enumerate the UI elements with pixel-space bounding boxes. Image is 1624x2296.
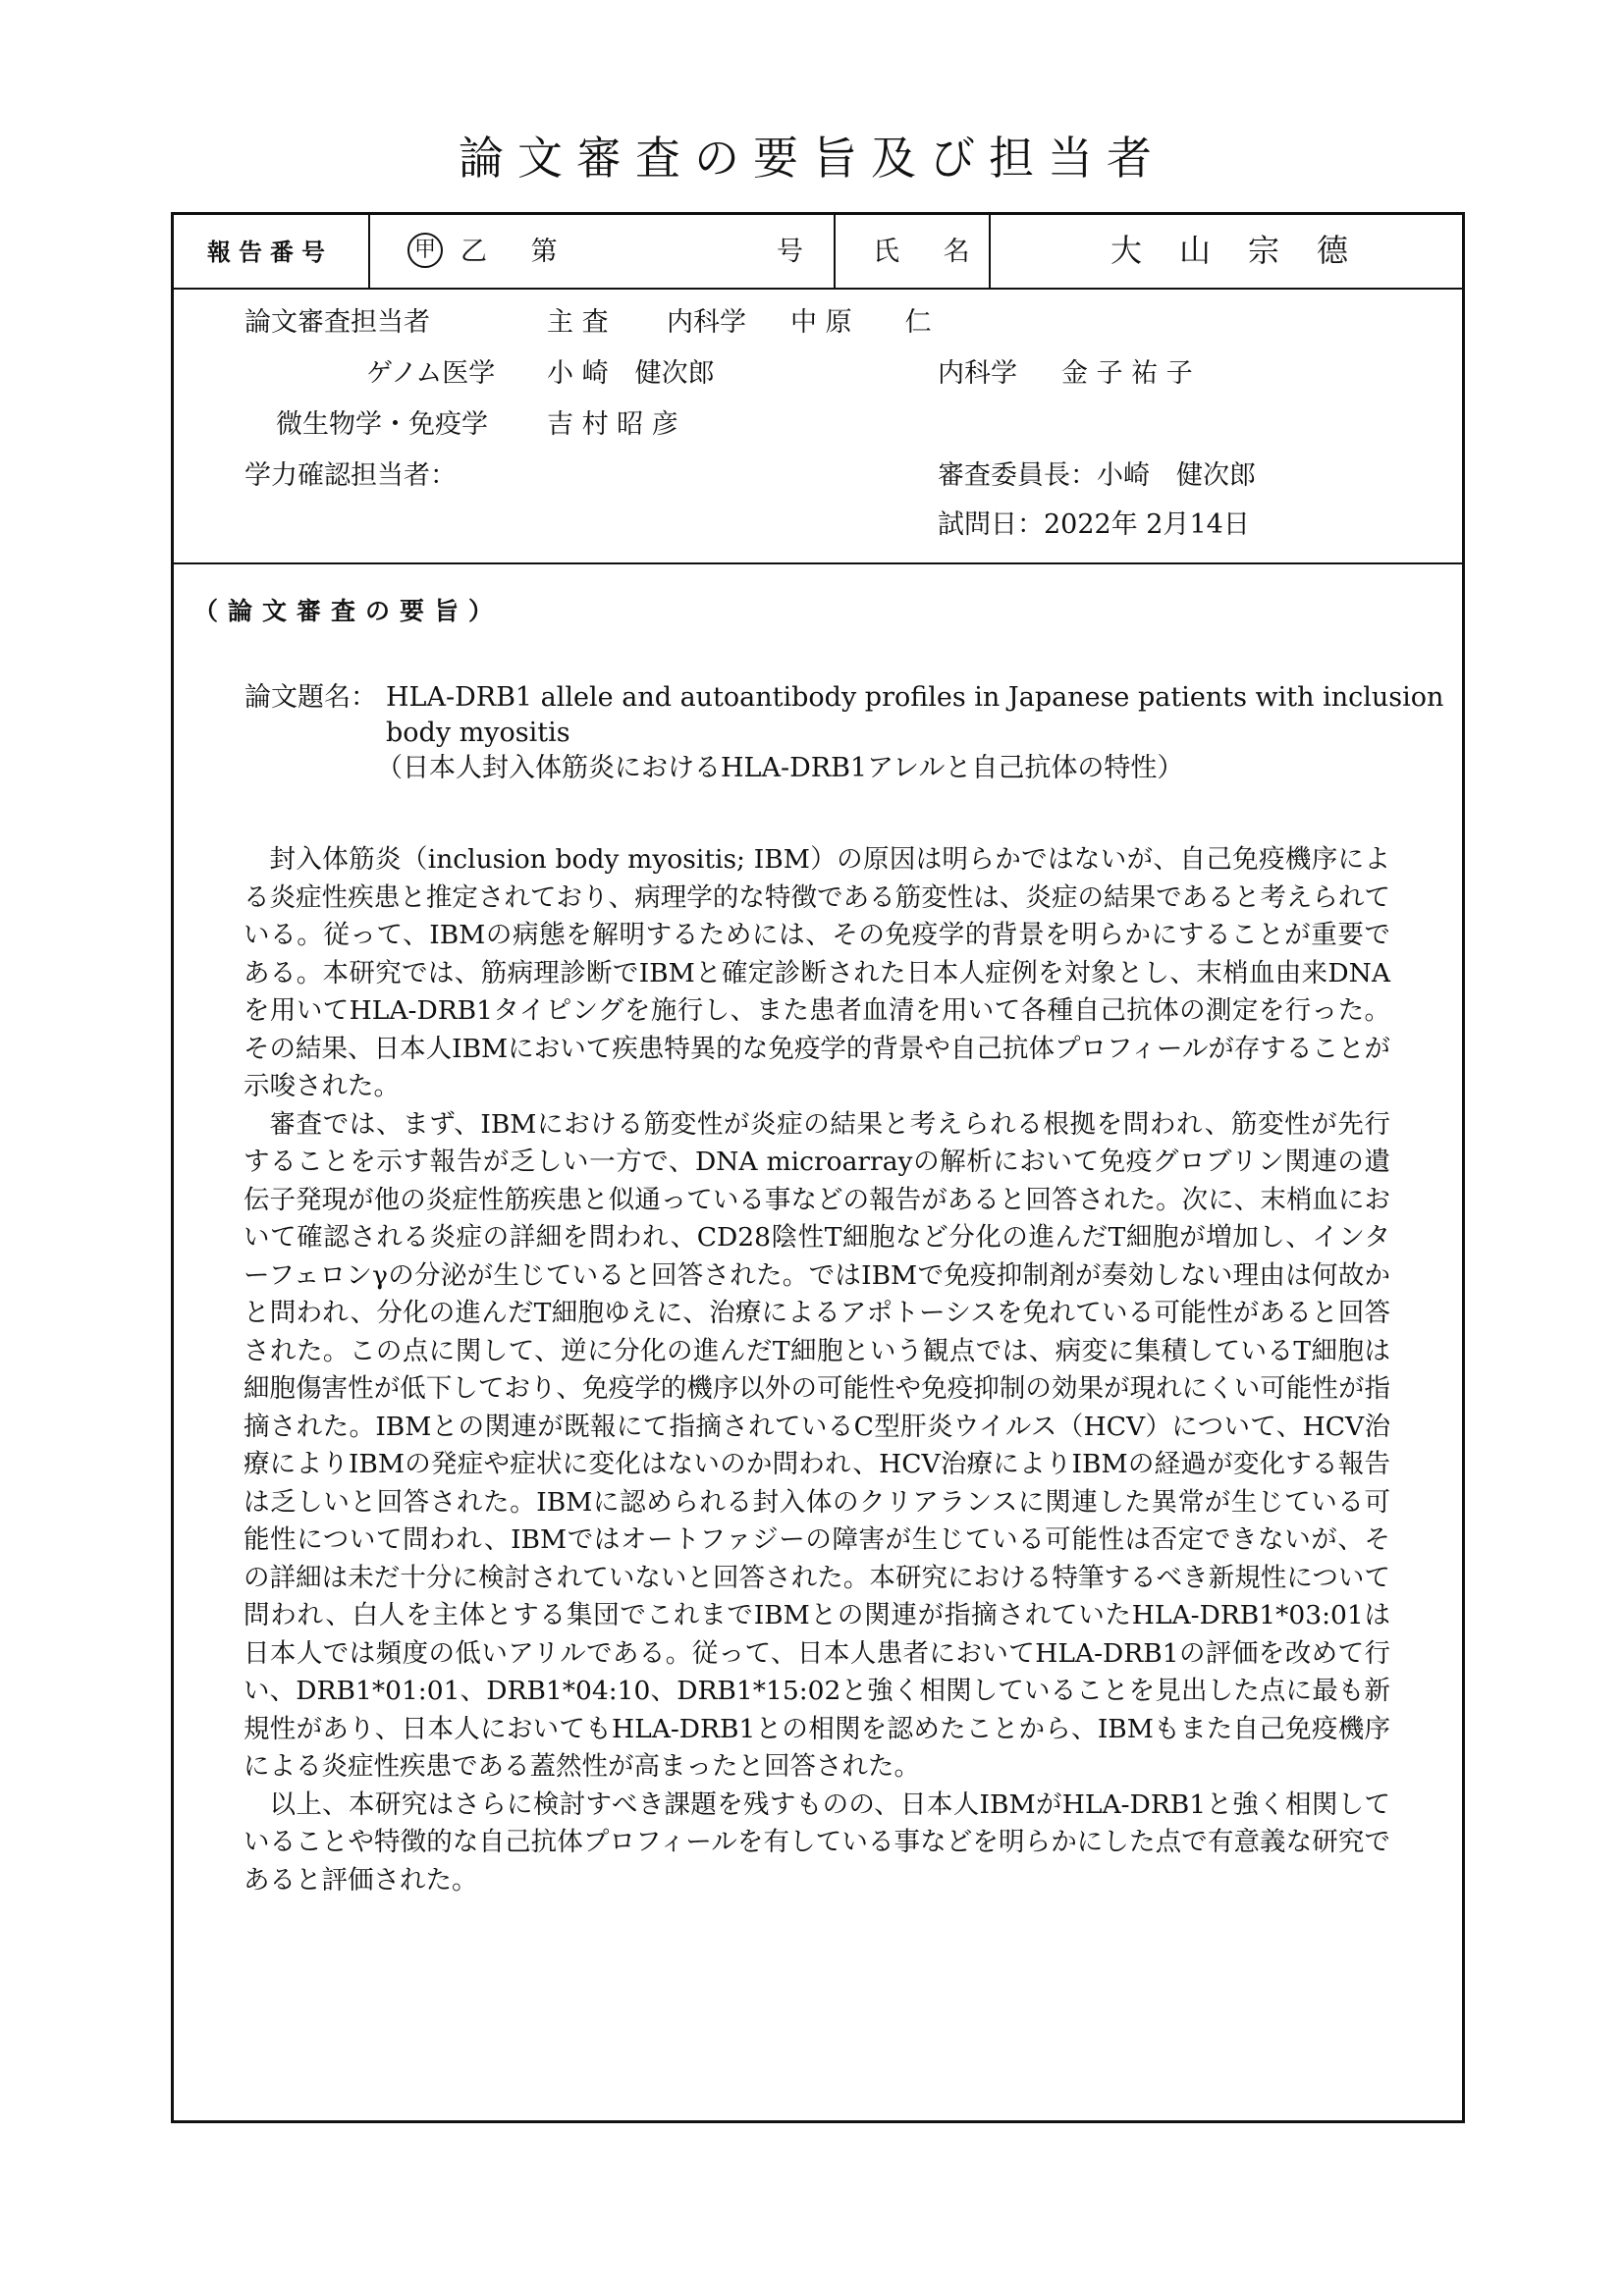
summary-body <box>244 841 1390 1899</box>
kou-circle <box>407 233 443 268</box>
report-number-label: 報告番号 <box>207 239 333 266</box>
reviewers-divider <box>174 562 1462 564</box>
summary-paragraph-3: 以上、本研究はさらに検討すべき課題を残すものの、日本人IBMがHLA-DRB1と強く相関していることや特徴的な自己抗体プロフィールを有している事などを明らかにした点で有意義な研究であると評価された。 <box>244 1789 1390 1896</box>
committee-chair: 審査委員長：小崎 健次郎 <box>938 460 1256 491</box>
summary-paragraph-2: 審査では、まず、IBMにおける筋変性が炎症の結果と考えられる根拠を問われ、筋変性が先行することを示す報告が乏しい一方で、DNA microarrayの解析において免疫グロブリン関連の遺伝子発現が他の炎症性筋疾患と似通っている事などの報告があると回答された。次に、末梢血において確認される炎症の詳細を問われ、CD28陰性T細胞など分化の進んだT細胞が増加し、インターフェロンγの分泌が生じていると回答された。ではIBMで免疫抑制剤が奏効しない理由は何故かと問われ、分化の進んだT細胞ゆえに、治療によるアポトーシスを免れている可能性があると回答された。この点に関して、逆に分化の進んだT細胞という観点では、病変に集積しているT細胞は細胞傷害性が低下しており、免疫学的機序以外の可能性や免疫抑制の効果が現れにくい可能性が指摘された。IBMとの関連が既報にて指摘されているC型肝炎ウイルス（HCV）について、HCV治療によりIBMの発症や症状に変化はないのか問われ、HCV治療によりIBMの経過が変化する報告は乏しいと回答された。IBMに認められる封入体のクリアランスに関連した異常が生じている可能性について問われ、IBMではオートファジーの障害が生じている可能性は否定できないが、その詳細は未だ十分に検討されていないと回答された。本研究における特筆するべき新規性について問われ、白人を主体とする集団でこれまでIBMとの関連が指摘されていたHLA-DRB1*03:01は日本人では頻度の低いアリルである。従って、日本人患者においてHLA-DRB1の評価を改めて行い、DRB1*01:01、DRB1*04:10、DRB1*15:02と強く相関していることを見出した点に最も新規性があり、日本人においてもHLA-DRB1との相関を認めたことから、IBMもまた自己免疫機序による炎症性疾患である蓋然性が高まったと回答された。 <box>244 1108 1390 1782</box>
exam-date: 試問日：2022年 2月14日 <box>938 509 1250 540</box>
paper-title-en-line1: HLA-DRB1 allele and autoantibody profiles in Japanese patients with inclusion <box>386 682 1444 713</box>
reviewer3-dept: 内科学 <box>938 358 1017 389</box>
paper-title-en-line2: body myositis <box>386 718 570 748</box>
reviewer2-dept: ゲノム医学 <box>366 358 496 389</box>
gakuryoku-label: 学力確認担当者： <box>244 460 457 491</box>
summary-heading: （論文審査の要旨） <box>193 597 504 625</box>
kou-mark: 甲 <box>407 233 443 268</box>
reviewers-label: 論文審査担当者 <box>244 307 430 338</box>
reviewer4-name: 吉 村 昭 彦 <box>547 409 678 440</box>
otsu-dai-text: 乙 第 <box>460 237 575 267</box>
gou-text: 号 <box>777 237 803 267</box>
divider <box>368 215 370 288</box>
header-divider <box>174 288 1462 290</box>
divider <box>834 215 836 288</box>
divider <box>989 215 991 288</box>
page-title: 論文審査の要旨及び担当者 <box>459 132 1165 185</box>
summary-paragraph-1: 封入体筋炎（inclusion body myositis; IBM）の原因は明らかではないが、自己免疫機序による炎症性疾患と推定されており、病理学的な特徴である筋変性は、炎症の結果であると考えられている。従って、IBMの病態を解明するためには、その免疫学的背景を明らかにすることが重要である。本研究では、筋病理診断でIBMと確定診断された日本人症例を対象とし、末梢血由来DNAを用いてHLA-DRB1タイピングを施行し、また患者血清を用いて各種自己抗体の測定を行った。その結果、日本人IBMにおいて疾患特異的な免疫学的背景や自己抗体プロフィールが存することが示唆された。 <box>244 844 1390 1101</box>
reviewer4-dept: 微生物学・免疫学 <box>276 409 488 440</box>
reviewer2-name: 小 崎 健次郎 <box>547 358 715 389</box>
name-value: 大山宗德 <box>1110 232 1386 269</box>
name-label: 氏 名 <box>873 237 988 267</box>
paper-title-ja: （日本人封入体筋炎におけるHLA-DRB1アレルと自己抗体の特性） <box>376 753 1184 783</box>
reviewer3-name: 金 子 祐 子 <box>1061 358 1193 389</box>
chief-name: 中 原 仁 <box>790 307 932 338</box>
chief-role: 主 査 <box>547 307 609 338</box>
paper-title-label: 論文題名： <box>244 682 377 713</box>
chief-dept: 内科学 <box>667 307 746 338</box>
